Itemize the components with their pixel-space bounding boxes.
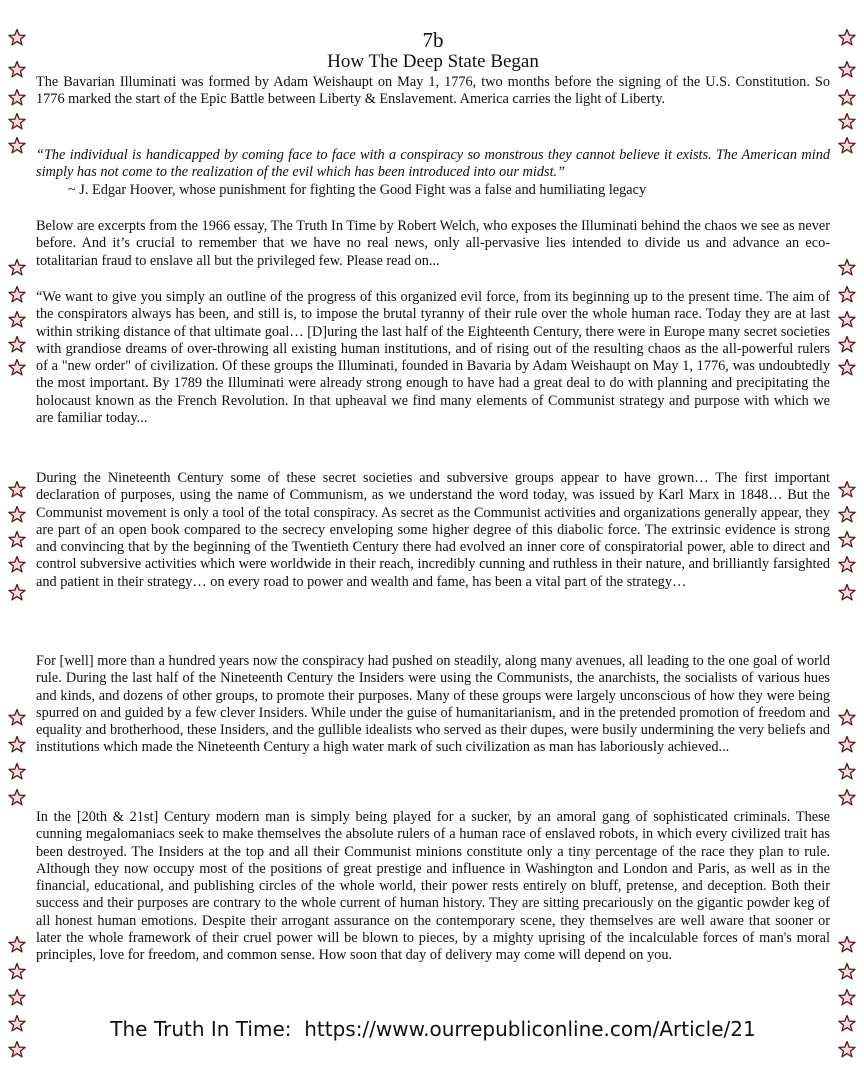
star-icon	[838, 556, 856, 574]
star-icon	[838, 506, 856, 524]
star-icon	[838, 709, 856, 727]
body-paragraph-4: In the [20th & 21st] Century modern man is simply being played for a sucker, by an amoral gang of sophisticated criminals. These cunning megalomaniacs seek to make themselves the absolute rulers of a human race of enslaved robots, in which every civilized trait has been destroyed. The Insiders at the top and all their Communist minions constitute only a tiny percentage of the race they plan to rule. Although they now occupy most of the positions of great prestige and influence in Washington and London and Paris, as well as in the financial, educational, and publishing circles of the whole world, their power rests entirely on bluff, pretense, and deception. Both their success and their purposes are contrary to the whole current of human history. They are sitting precariously on the gigantic powder keg of all honest human emotions. Despite their arrogant assurance on the contemporary scene, they themselves are well aware that sooner or later the whole framework of their cruel power will be blown to pieces, by a mighty uprising of the incalculable forces of man's moral principles, love for freedom, and common sense. How soon that day of delivery may come will depend on you.	[36, 809, 830, 964]
star-icon	[8, 506, 26, 524]
star-icon	[838, 336, 856, 354]
star-icon	[8, 137, 26, 155]
star-icon	[8, 789, 26, 807]
body-paragraph-3: For [well] more than a hundred years now the conspiracy had pushed on steadily, along many avenues, all leading to the one goal of world rule. During the last half of the Nineteenth Century the Insiders were using the Communists, the anarchists, the socialists of various hues and kinds, and dozens of other groups, to promote their purposes. Many of these groups were largely unconscious of how they were being spurred on and guided by a few clever Insiders. While under the guise of humanitarianism, and in the pretended promotion of freedom and equality and brotherhood, these Insiders, and the gullible idealists who served as their dupes, were busily undermining the very beliefs and institutions which made the Nineteenth Century a high water mark of such civilization as man has laboriously achieved...	[36, 653, 830, 756]
star-icon	[838, 789, 856, 807]
star-icon	[838, 359, 856, 377]
star-icon	[838, 481, 856, 499]
star-icon	[838, 963, 856, 981]
star-icon	[8, 286, 26, 304]
quote-attribution: ~ J. Edgar Hoover, whose punishment for fighting the Good Fight was a false and humiliating legacy	[68, 181, 647, 198]
star-icon	[8, 531, 26, 549]
star-icon	[8, 736, 26, 754]
star-icon	[8, 1015, 26, 1033]
page-number: 7b	[422, 28, 444, 52]
star-icon	[8, 359, 26, 377]
star-icon	[8, 709, 26, 727]
star-icon	[8, 556, 26, 574]
star-icon	[838, 1041, 856, 1059]
star-icon	[838, 113, 856, 131]
star-icon	[8, 1041, 26, 1059]
star-icon	[8, 29, 26, 47]
star-icon	[8, 61, 26, 79]
star-icon	[838, 584, 856, 602]
star-icon	[8, 336, 26, 354]
star-icon	[8, 936, 26, 954]
star-icon	[838, 936, 856, 954]
hoover-quote: “The individual is handicapped by coming face to face with a conspiracy so monstrous they cannot believe it exists. The American mind simply has not come to the realization of the evil which has been introduced into our midst.”	[36, 147, 830, 181]
quote-block	[36, 147, 830, 199]
star-icon	[838, 61, 856, 79]
star-icon	[8, 259, 26, 277]
star-icon	[8, 989, 26, 1007]
star-icon	[838, 1015, 856, 1033]
intro-paragraph: The Bavarian Illuminati was formed by Adam Weishaupt on May 1, 1776, two months before the signing of the U.S. Constitution. So 1776 marked the start of the Epic Battle between Liberty & Enslavement. America carries the light of Liberty.	[36, 74, 830, 108]
star-icon	[8, 89, 26, 107]
star-icon	[838, 989, 856, 1007]
star-icon	[838, 311, 856, 329]
page-title: How The Deep State Began	[327, 51, 539, 72]
star-icon	[8, 763, 26, 781]
star-icon	[838, 531, 856, 549]
star-icon	[838, 763, 856, 781]
footer-url-link[interactable]: https://www.ourrepubliconline.com/Article/21	[304, 1017, 756, 1041]
document-page	[36, 0, 830, 1080]
star-icon	[838, 286, 856, 304]
star-icon	[8, 963, 26, 981]
body-paragraph-2: During the Nineteenth Century some of these secret societies and subversive groups appear to have grown… The first important declaration of purposes, using the name of Communism, as we understand the word today, was issued by Karl Marx in 1848… But the Communist movement is only a tool of the total conspiracy. As secret as the Communist activities and organizations generally appear, they are part of an open book compared to the secrecy enveloping some higher degree of this diabolic force. The extrinsic evidence is strong and convincing that by the beginning of the Twentieth Century there had evolved an inner core of conspiratorial power, able to direct and control subversive activities which were worldwide in their reach, incredibly cunning and ruthless in their nature, and brilliantly farsighted and patient in their strategy… on every road to power and wealth and fame, has been a vital part of the strategy…	[36, 470, 830, 590]
excerpt-intro-paragraph: Below are excerpts from the 1966 essay, The Truth In Time by Robert Welch, who exposes the Illuminati behind the chaos we see as never before. And it’s crucial to remember that we have no real news, only all-pervasive lies intended to divide us and advance an eco-totalitarian fraud to enslave all but the privileged few. Please read on...	[36, 218, 830, 269]
star-icon	[838, 736, 856, 754]
footer-source	[36, 1016, 830, 1042]
star-icon	[838, 29, 856, 47]
star-icon	[8, 113, 26, 131]
star-icon	[8, 311, 26, 329]
footer-label: The Truth In Time:	[110, 1017, 292, 1041]
body-paragraph-1: “We want to give you simply an outline of the progress of this organized evil force, from its beginning up to the present time. The aim of the conspirators always has been, and still is, to impose the brutal tyranny of their rule over the whole human race. Today they are at last within striking distance of that ultimate goal… [D]uring the last half of the Eighteenth Century, there were in Europe many secret societies with grandiose dreams of over-throwing all existing human institutions, and of rising out of the resulting chaos as the all-powerful rulers of a "new order" of civilization. Of these groups the Illuminati, founded in Bavaria by Adam Weishaupt on May 1, 1776, was undoubtedly the most important. By 1789 the Illuminati were already strong enough to have had a great deal to do with planning and precipitating the holocaust known as the French Revolution. In that upheaval we find many elements of Communist strategy and purpose with which we are familiar today...	[36, 289, 830, 427]
star-icon	[8, 584, 26, 602]
star-icon	[8, 481, 26, 499]
star-icon	[838, 137, 856, 155]
star-icon	[838, 89, 856, 107]
star-icon	[838, 259, 856, 277]
